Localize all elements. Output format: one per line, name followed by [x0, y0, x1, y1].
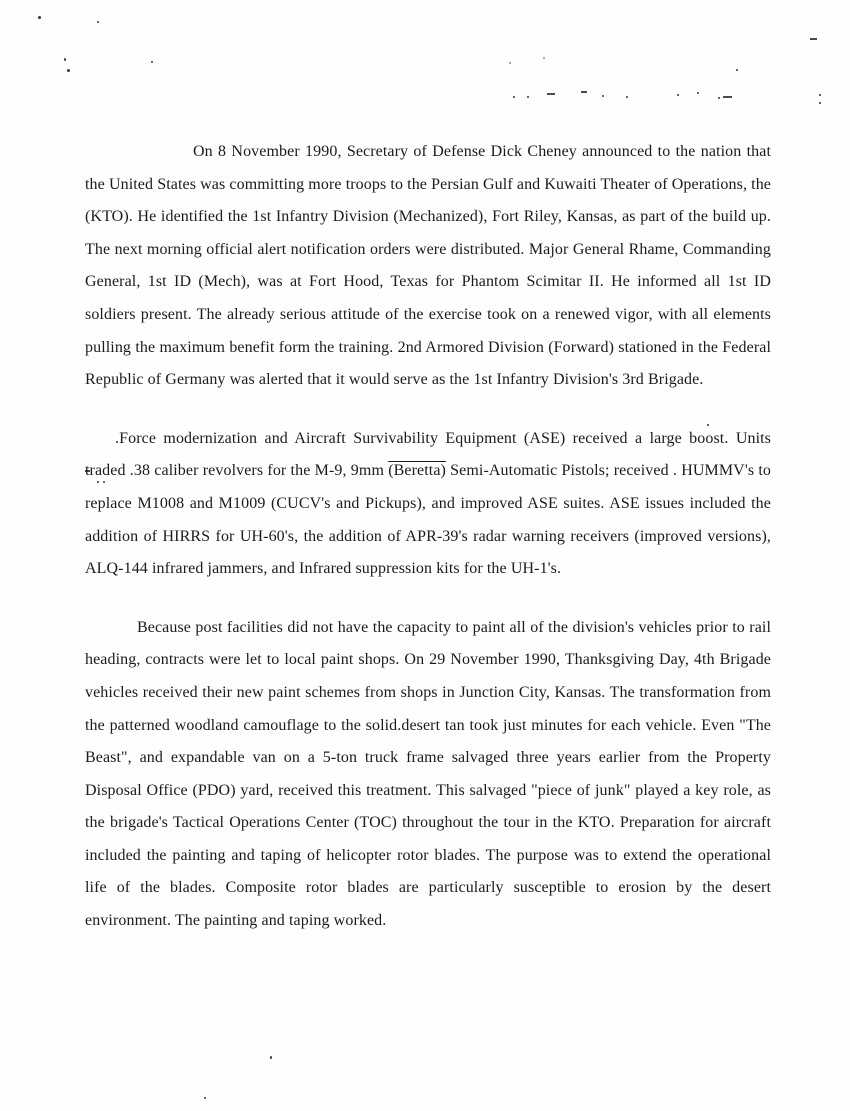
scan-speck: [697, 92, 699, 94]
scan-speck: [718, 97, 720, 99]
scan-speck: [736, 69, 738, 71]
scan-speck: [270, 1056, 272, 1059]
document-body: [85, 136, 771, 938]
scan-dash: [810, 38, 817, 40]
scan-speck: [626, 96, 628, 98]
scan-speck: [204, 1097, 206, 1099]
scan-dash: [723, 96, 732, 98]
scan-speck: [509, 62, 511, 64]
scan-speck: [527, 96, 529, 98]
paragraph-vehicle-painting: Because post facilities did not have the capacity to paint all of the division's vehicles prior to rail heading, contracts were let to local paint shops. On 29 November 1990, Thanksgiving Day, 4th Brigade vehicles received their new paint schemes from shops in Junction City, Kansas. The transformation from the patterned woodland camouflage to the solid.desert tan took just minutes for each vehicle. Even "The Beast", and expandable van on a 5-ton truck frame salvaged three years earlier from the Property Disposal Office (PDO) yard, received this treatment. This salvaged "piece of junk" played a key role, as the brigade's Tactical Operations Center (TOC) throughout the tour in the KTO. Preparation for aircraft included the painting and taping of helicopter rotor blades. The purpose was to extend the operational life of the blades. Composite rotor blades are particularly susceptible to erosion by the desert environment. The painting and taping worked.: [85, 618, 771, 930]
scan-dash: [547, 93, 555, 95]
scan-speck: [151, 61, 153, 63]
scan-speck: [67, 69, 70, 72]
scan-speck: [543, 57, 545, 59]
beretta-overline-annotation: (Beretta): [388, 462, 446, 480]
scan-speck: [64, 58, 66, 61]
scan-speck: [819, 102, 821, 104]
paragraph-text-segment: Semi-Automatic Pistols; received . HUMMV's to replace M1008 and M1009 (CUCV's and Pickups), and improved ASE suites. ASE issues included the addition of HIRRS for UH-60's, the addition of APR-39's radar warning receivers (improved versions), ALQ-144 infrared jammers, and Infrared suppression kits for the UH-1's.: [85, 462, 772, 578]
paragraph-force-modernization: [85, 423, 771, 586]
scan-speck: [677, 94, 679, 96]
scan-speck: [819, 94, 821, 96]
paragraph-text-segment: .Force modernization and Aircraft Survivability Equipment (ASE) received a large boost. Units traded .38 caliber revolvers for the M-9, 9mm: [85, 429, 771, 480]
paragraph-deployment-announcement: On 8 November 1990, Secretary of Defense Dick Cheney announced to the nation that the United States was committing more troops to the Persian Gulf and Kuwaiti Theater of Operations, the (KTO). He identified the 1st Infantry Division (Mechanized), Fort Riley, Kansas, as part of the build up. The next morning official alert notification orders were distributed. Major General Rhame, Commanding General, 1st ID (Mech), was at Fort Hood, Texas for Phantom Scimitar II. He informed all 1st ID soldiers present. The already serious attitude of the exercise took on a renewed vigor, with all elements pulling the maximum benefit form the training. 2nd Armored Division (Forward) stationed in the Federal Republic of Germany was alerted that it would serve as the 1st Infantry Division's 3rd Brigade.: [85, 143, 771, 389]
scan-dash: [581, 91, 587, 93]
scan-speck: [602, 95, 604, 97]
scan-speck: [38, 16, 41, 19]
scan-speck: [513, 96, 515, 98]
scan-speck: [97, 21, 99, 23]
